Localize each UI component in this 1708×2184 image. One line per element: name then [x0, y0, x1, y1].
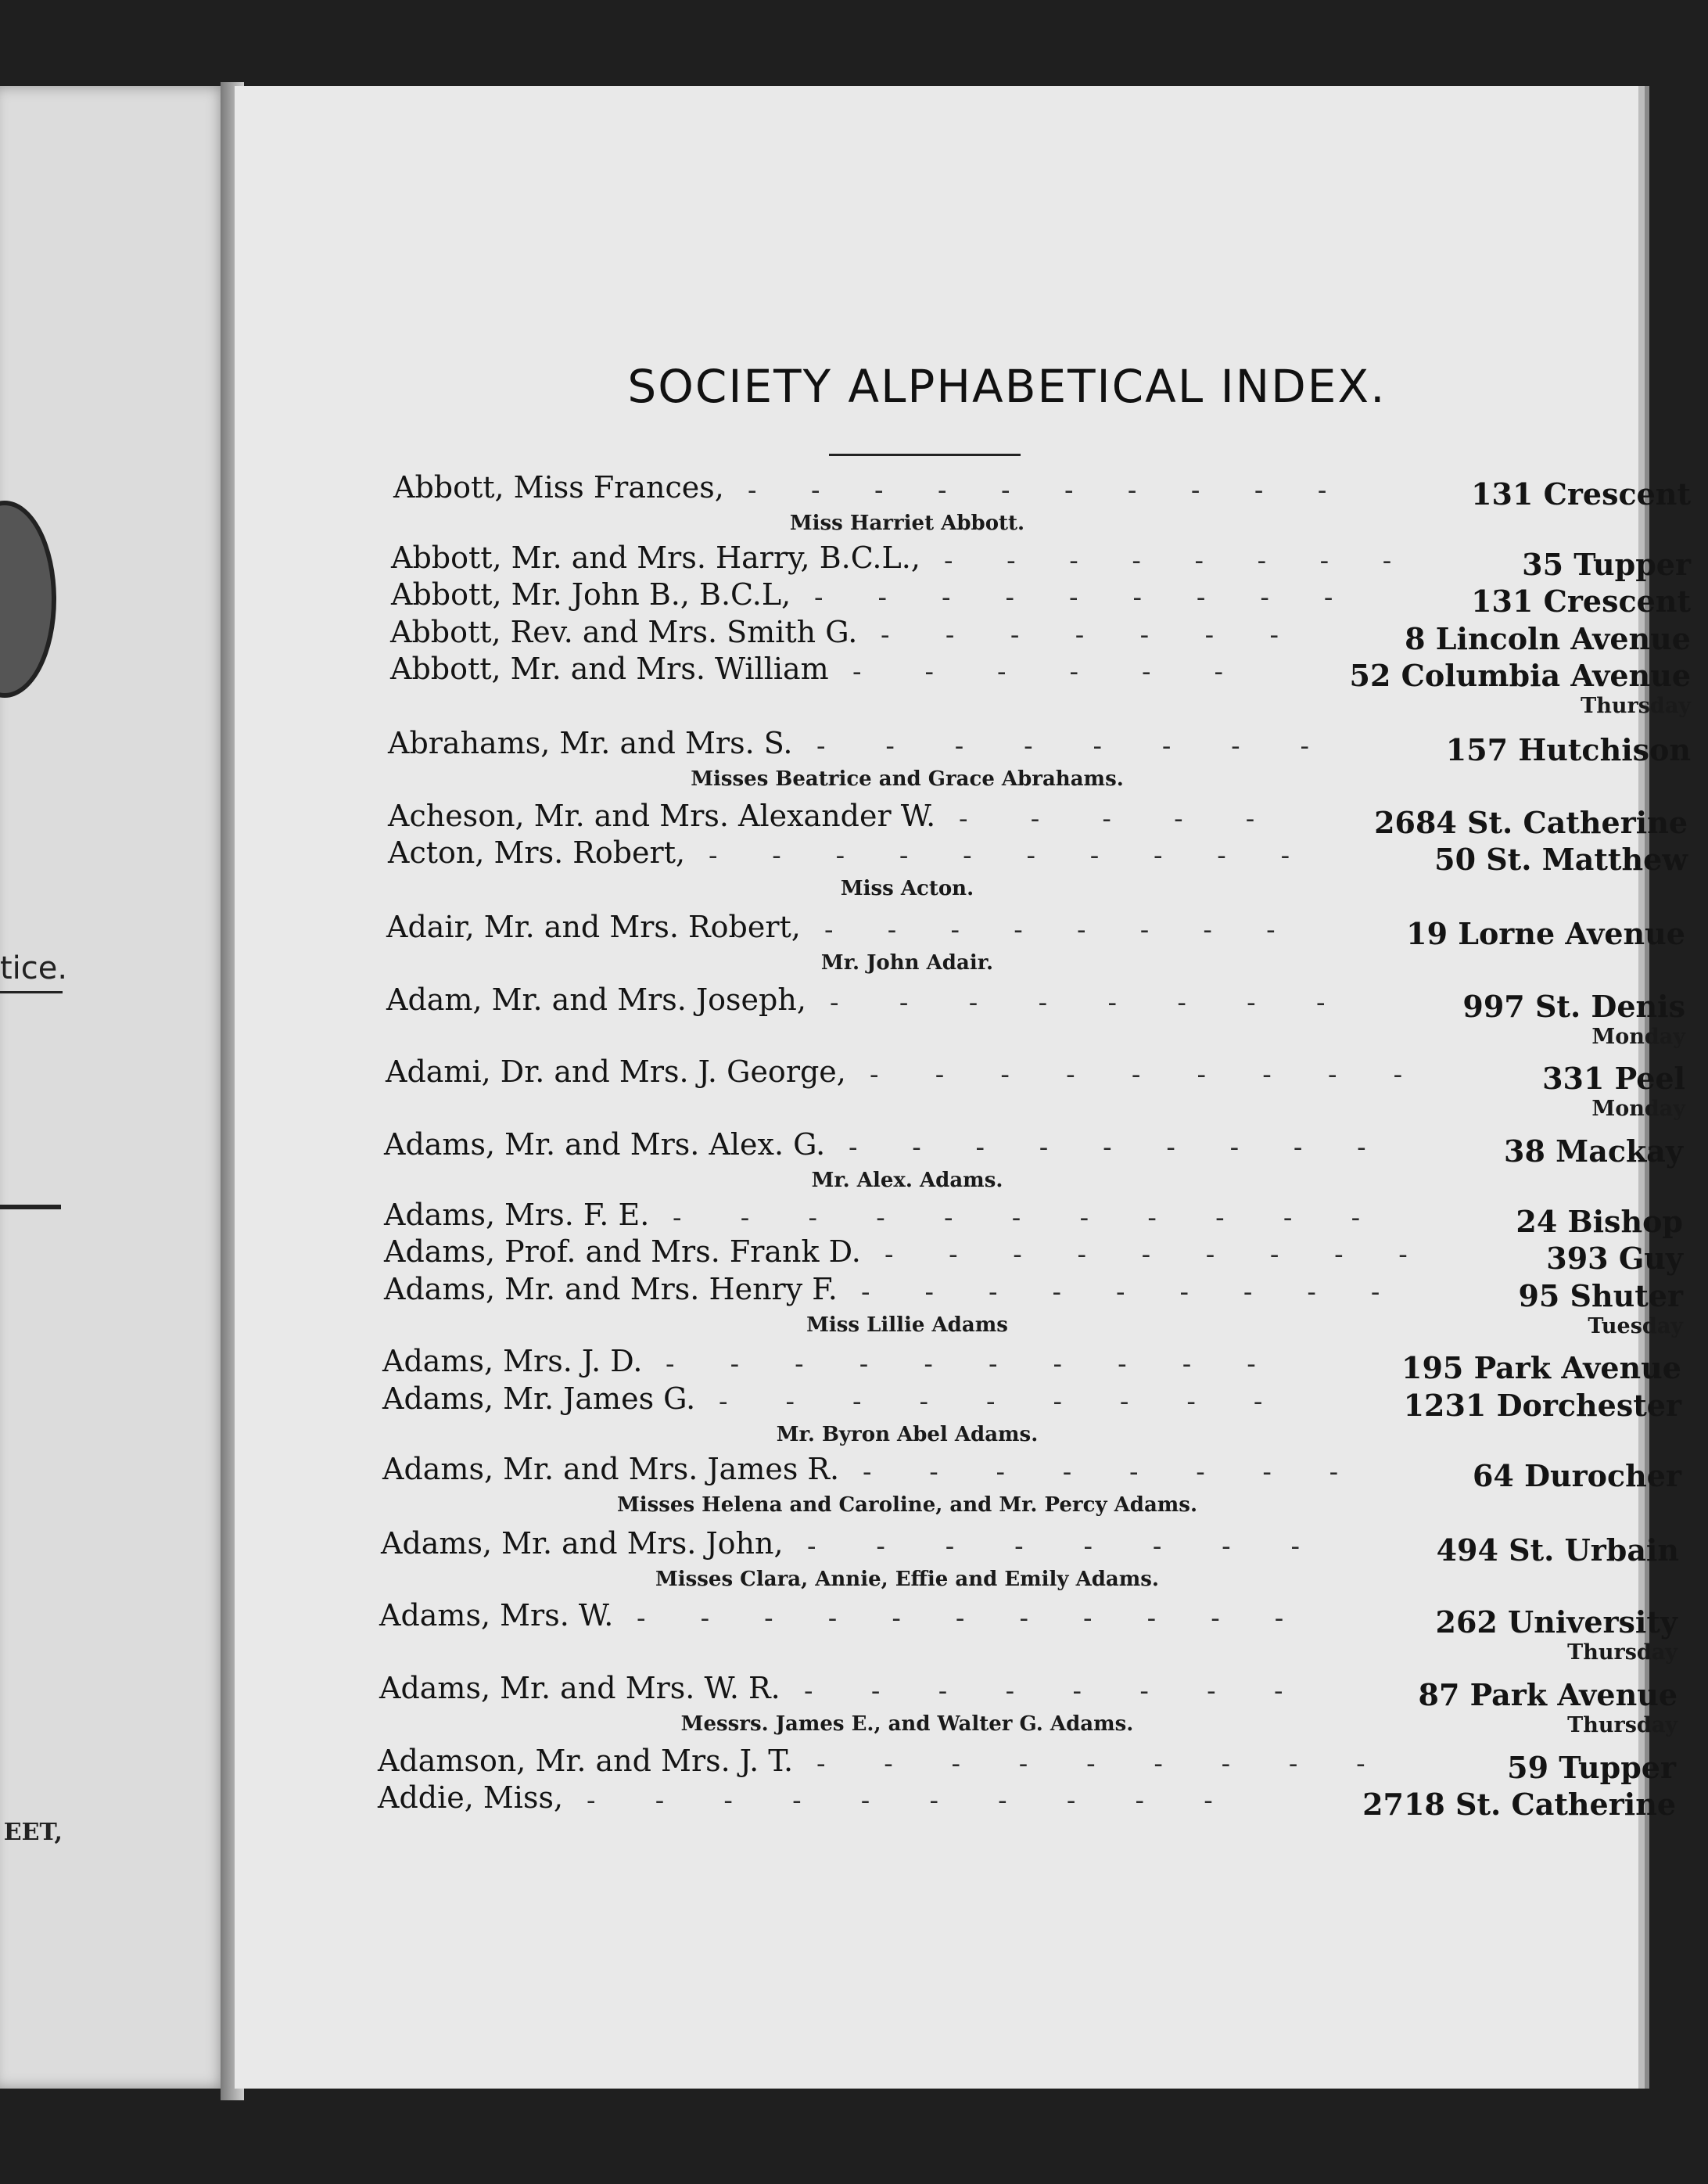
- entry-address: 393 Guy: [1546, 1241, 1683, 1276]
- entry-name: Adams, Mrs. F. E.: [384, 1198, 650, 1232]
- entry-name: Adams, Mr. and Mrs. W. R.: [379, 1671, 780, 1705]
- leader-dots: ---------: [861, 1277, 1435, 1308]
- entry-name: Adams, Mr. and Mrs. James R.: [382, 1452, 840, 1486]
- entry-name: Adams, Mrs. J. D.: [382, 1344, 643, 1378]
- household-note: Misses Clara, Annie, Effie and Emily Adams.: [655, 1568, 1159, 1591]
- reception-day: Tuesday: [1588, 1314, 1683, 1338]
- leader-dots: --------: [830, 987, 1386, 1018]
- leader-dots: --------: [816, 731, 1369, 762]
- entry-name: Adams, Mr. James G.: [382, 1381, 696, 1416]
- entry-name: Acton, Mrs. Robert,: [388, 835, 686, 870]
- leader-dots: ----------: [587, 1785, 1272, 1816]
- household-note: Miss Lillie Adams: [806, 1313, 1008, 1337]
- leader-dots: ----------: [748, 475, 1381, 506]
- entry-name: Abbott, Miss Frances,: [393, 470, 724, 505]
- left-page-rule: [0, 1205, 61, 1209]
- entry-address: 50 St. Matthew: [1434, 842, 1688, 877]
- leader-dots: ---------: [870, 1059, 1459, 1090]
- leader-dots: ----------: [709, 840, 1344, 871]
- entry-name: Adams, Mrs. W.: [379, 1598, 614, 1633]
- entry-name: Adams, Mr. and Mrs. Henry F.: [384, 1272, 838, 1306]
- entry-name: Acheson, Mr. and Mrs. Alexander W.: [388, 799, 936, 833]
- index-page: [235, 86, 1691, 2089]
- household-note: Mr. John Adair.: [820, 951, 994, 975]
- entry-name: Adams, Mr. and Mrs. John,: [381, 1526, 784, 1561]
- entry-name: Adamson, Mr. and Mrs. J. T.: [378, 1744, 794, 1778]
- reception-day: Monday: [1591, 1097, 1685, 1121]
- left-page-fragment-notice: tice.: [0, 950, 63, 993]
- reception-day: Monday: [1591, 1025, 1685, 1049]
- leader-dots: --------: [863, 1457, 1396, 1488]
- leader-dots: ---------: [849, 1132, 1421, 1163]
- household-note: Miss Acton.: [840, 877, 974, 900]
- entry-address: 95 Shuter: [1518, 1278, 1683, 1313]
- leader-dots: --------: [824, 914, 1329, 946]
- entry-address: 59 Tupper: [1507, 1750, 1676, 1785]
- leader-dots: ---------: [884, 1239, 1463, 1270]
- reception-day: Thursday: [1581, 694, 1691, 718]
- household-note: Misses Beatrice and Grace Abrahams.: [691, 767, 1124, 791]
- leader-dots: ---------: [814, 582, 1388, 613]
- entry-address: 131 Crescent: [1471, 476, 1691, 512]
- entry-address: 131 Crescent: [1471, 584, 1691, 619]
- household-note: Miss Harriet Abbott.: [789, 512, 1025, 535]
- leader-dots: -----------: [673, 1202, 1419, 1234]
- leader-dots: --------: [944, 545, 1445, 577]
- entry-address: 262 University: [1435, 1604, 1678, 1640]
- entry-address: 2684 St. Catherine: [1374, 805, 1688, 840]
- entry-name: Adam, Mr. and Mrs. Joseph,: [386, 982, 806, 1017]
- household-note: Messrs. James E., and Walter G. Adams.: [680, 1712, 1134, 1736]
- index-entries: [235, 86, 1691, 2089]
- leader-dots: ---------: [816, 1748, 1424, 1780]
- household-note: Misses Helena and Caroline, and Mr. Percy Adams.: [616, 1493, 1197, 1517]
- entry-address: 24 Bishop: [1516, 1204, 1683, 1239]
- entry-name: Adami, Dr. and Mrs. J. George,: [386, 1054, 846, 1089]
- left-page-fragment-street: EET,: [3, 1819, 63, 1846]
- emblem-icon: [0, 501, 56, 698]
- entry-address: 64 Durocher: [1472, 1458, 1681, 1493]
- entry-address: 195 Park Avenue: [1401, 1350, 1681, 1385]
- leader-dots: -----: [959, 803, 1318, 835]
- entry-name: Abrahams, Mr. and Mrs. S.: [388, 726, 793, 760]
- household-note: Mr. Byron Abel Adams.: [776, 1423, 1039, 1446]
- entry-address: 87 Park Avenue: [1418, 1677, 1678, 1712]
- entry-name: Abbott, Rev. and Mrs. Smith G.: [390, 615, 858, 649]
- entry-address: 2718 St. Catherine: [1362, 1787, 1676, 1822]
- entry-address: 1231 Dorchester: [1403, 1388, 1681, 1423]
- entry-address: 157 Hutchison: [1445, 732, 1691, 767]
- household-note: Mr. Alex. Adams.: [811, 1169, 1003, 1192]
- entry-address: 494 St. Urbain: [1436, 1532, 1679, 1568]
- entry-name: Adams, Mr. and Mrs. Alex. G.: [384, 1127, 826, 1162]
- entry-name: Addie, Miss,: [378, 1780, 564, 1815]
- page-title: SOCIETY ALPHABETICAL INDEX.: [627, 360, 1387, 413]
- entry-name: Abbott, Mr. and Mrs. Harry, B.C.L.,: [391, 541, 920, 575]
- leader-dots: --------: [807, 1531, 1360, 1562]
- entry-address: 38 Mackay: [1504, 1133, 1683, 1169]
- leader-dots: ---------: [719, 1386, 1321, 1417]
- entry-name: Adams, Prof. and Mrs. Frank D.: [384, 1234, 861, 1269]
- entry-name: Adair, Mr. and Mrs. Robert,: [386, 910, 801, 944]
- entry-address: 19 Lorne Avenue: [1406, 916, 1685, 951]
- entry-address: 8 Lincoln Avenue: [1405, 621, 1691, 656]
- reception-day: Thursday: [1567, 1713, 1678, 1737]
- left-page: [0, 86, 227, 2089]
- reception-day: Thursday: [1567, 1640, 1678, 1665]
- entry-name: Abbott, Mr. John B., B.C.L,: [391, 577, 791, 612]
- leader-dots: -----------: [637, 1603, 1339, 1634]
- entry-name: Abbott, Mr. and Mrs. William: [390, 652, 829, 686]
- entry-address: 52 Columbia Avenue: [1349, 658, 1691, 693]
- leader-dots: --------: [804, 1676, 1341, 1707]
- leader-dots: ------: [852, 656, 1286, 688]
- entry-address: 35 Tupper: [1522, 547, 1691, 582]
- leader-dots: ----------: [666, 1349, 1312, 1380]
- entry-address: 331 Peel: [1542, 1061, 1685, 1096]
- leader-dots: -------: [881, 620, 1335, 651]
- entry-address: 997 St. Denis: [1462, 989, 1685, 1024]
